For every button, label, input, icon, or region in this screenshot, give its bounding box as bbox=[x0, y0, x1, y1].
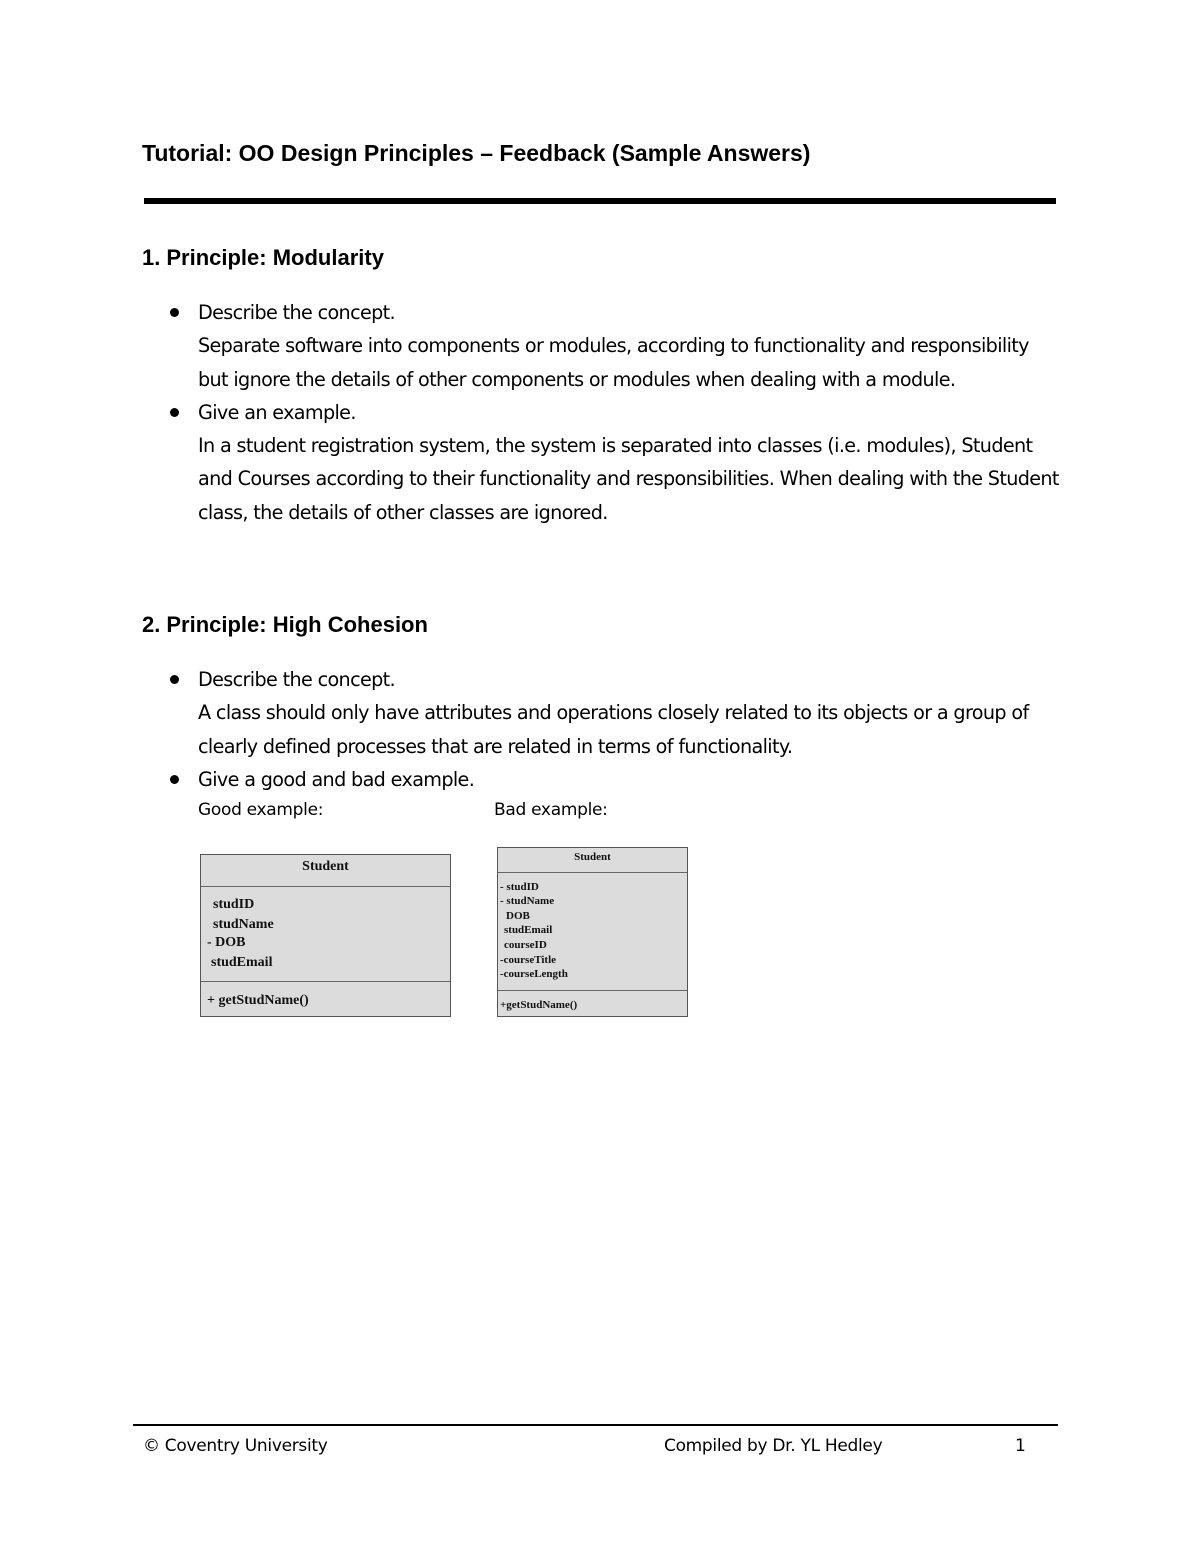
uml-operation: + getStudName() bbox=[207, 993, 309, 1008]
uml-attribute: - DOB bbox=[207, 935, 246, 950]
uml-attribute: -courseTitle bbox=[500, 954, 557, 966]
uml-divider bbox=[201, 981, 450, 982]
page-title: Tutorial: OO Design Principles – Feedback (Sample Answers) bbox=[142, 140, 811, 166]
bullet-prompt: Describe the concept. bbox=[198, 301, 395, 324]
bullet-answer: Separate software into components or modules, according to functionality and responsibility but ignore the details of other components or modules when dealing with a module. bbox=[198, 334, 1029, 391]
footer-page-number: 1 bbox=[1015, 1436, 1026, 1456]
uml-attribute: -courseLength bbox=[500, 968, 568, 980]
section-2-list bbox=[170, 663, 1060, 796]
section-2-number: 2. bbox=[142, 612, 161, 637]
list-item bbox=[170, 663, 1060, 763]
bullet-prompt: Give an example. bbox=[198, 400, 356, 424]
uml-attribute: studEmail bbox=[211, 955, 273, 970]
section-2-title: Principle: High Cohesion bbox=[166, 612, 428, 637]
uml-attribute: studName bbox=[213, 917, 274, 932]
title-divider bbox=[144, 198, 1056, 204]
list-item bbox=[170, 396, 1060, 529]
bullet-prompt: Describe the concept. bbox=[198, 668, 395, 691]
uml-attribute: - studName bbox=[500, 895, 555, 907]
bad-uml-class bbox=[497, 847, 688, 1017]
section-1-list bbox=[170, 296, 1060, 529]
uml-attribute: studEmail bbox=[504, 924, 553, 936]
section-2-heading bbox=[142, 612, 428, 638]
footer-copyright: © Coventry University bbox=[143, 1436, 328, 1456]
bullet-icon bbox=[170, 675, 179, 684]
uml-class-name: Student bbox=[302, 859, 349, 874]
bullet-answer: In a student registration system, the system is separated into classes (i.e. modules), Student and Courses according to their functionality and responsibilities. When dealing with the Student class, the details of other classes are ignored. bbox=[198, 434, 1059, 524]
section-1-heading bbox=[142, 245, 384, 271]
uml-attribute: - studID bbox=[500, 881, 539, 893]
bullet-answer: A class should only have attributes and operations closely related to its objects or a group of clearly defined processes that are related in terms of functionality. bbox=[198, 701, 1029, 758]
good-example-label: Good example: bbox=[198, 800, 324, 820]
examples-labels bbox=[198, 800, 798, 826]
uml-divider bbox=[201, 886, 450, 887]
footer-divider bbox=[133, 1424, 1058, 1426]
footer-author: Compiled by Dr. YL Hedley bbox=[664, 1436, 883, 1456]
section-1-number: 1. bbox=[142, 245, 161, 270]
bullet-prompt: Give a good and bad example. bbox=[198, 767, 475, 791]
bullet-icon bbox=[170, 408, 179, 417]
uml-divider bbox=[498, 990, 687, 991]
uml-operation: +getStudName() bbox=[500, 999, 578, 1011]
good-uml-class bbox=[200, 854, 451, 1017]
uml-attribute: courseID bbox=[504, 939, 547, 951]
section-1-title: Principle: Modularity bbox=[166, 245, 384, 270]
list-item bbox=[170, 296, 1060, 396]
bullet-icon bbox=[170, 775, 179, 784]
bullet-icon bbox=[170, 308, 179, 317]
list-item bbox=[170, 763, 1060, 796]
uml-attribute: DOB bbox=[506, 910, 530, 922]
uml-attribute: studID bbox=[213, 897, 255, 912]
uml-class-name: Student bbox=[574, 851, 611, 863]
uml-divider bbox=[498, 872, 687, 873]
bad-example-label: Bad example: bbox=[494, 800, 608, 820]
